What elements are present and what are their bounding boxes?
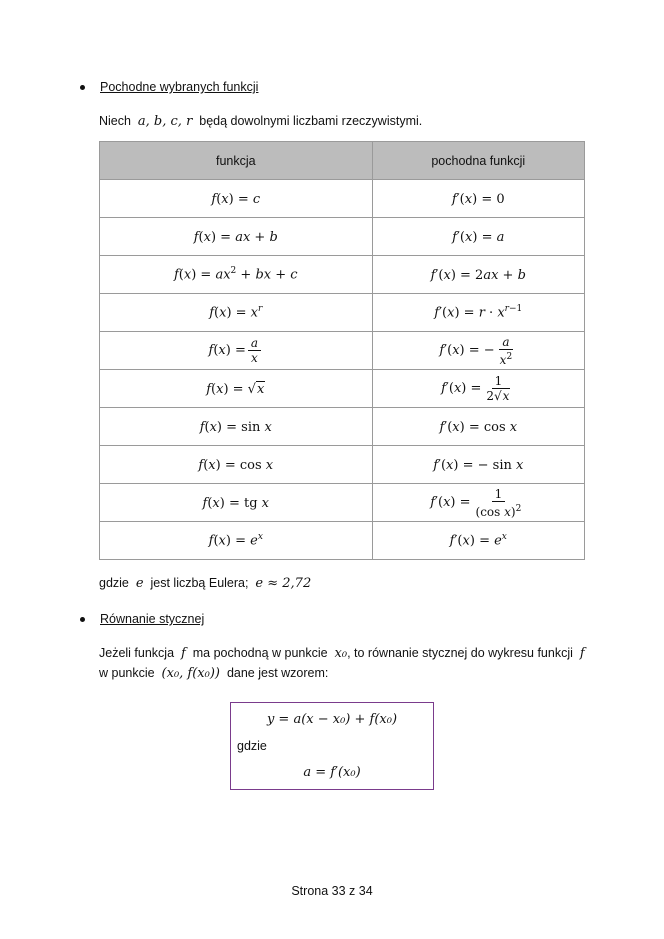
euler-var: e — [135, 576, 144, 591]
table-row — [100, 484, 585, 522]
section-styczna — [80, 612, 204, 626]
table-header-row — [100, 142, 585, 180]
euler-note — [99, 573, 311, 594]
text-segment: Jeżeli funkcja — [99, 646, 175, 660]
table-row — [100, 256, 585, 294]
cell-derivative: f ′( x ) = − $\frac{a}{x^2}$ — [372, 332, 584, 370]
bullet-icon — [80, 617, 85, 622]
slope-definition: a = f′(x₀) — [303, 765, 361, 780]
bullet-icon — [80, 85, 85, 90]
cell-function: $f(x) = x^r$ — [100, 294, 373, 332]
cell-function: f(x) = tg x — [100, 484, 373, 522]
derivatives-table — [99, 141, 585, 560]
formula-gdzie: gdzie — [237, 739, 267, 753]
cell-derivative: f′(x) = a — [372, 218, 584, 256]
section-heading-styczna: Równanie stycznej — [100, 612, 205, 626]
intro-paragraph — [99, 111, 422, 132]
cell-function: f(x) = c — [100, 180, 373, 218]
header-funkcja: funkcja — [100, 142, 373, 180]
table-row — [100, 218, 585, 256]
table-row — [100, 522, 585, 560]
var-f: f — [579, 646, 585, 661]
tangent-formula-box — [230, 702, 434, 790]
euler-approx: e ≈ 2,72 — [255, 576, 312, 591]
euler-middle: jest liczbą Eulera; — [150, 576, 249, 590]
cell-function: $f(x) = ax^2$ + bx + c — [100, 256, 373, 294]
var-f: f — [181, 646, 186, 661]
point-x0-fx0: (x₀, f(x₀)) — [161, 666, 220, 681]
text-segment: ma pochodną w punkcie — [192, 646, 328, 660]
euler-before: gdzie — [99, 576, 129, 590]
section-pochodne — [80, 80, 258, 94]
cell-function: f(x) = sin x — [100, 408, 373, 446]
table-row — [100, 180, 585, 218]
cell-function: f(x) = √x — [100, 370, 373, 408]
table-row — [100, 370, 585, 408]
cell-derivative: f ′( x ) = $\frac{1}{(\cos x)^2}$ — [372, 484, 584, 522]
header-pochodna: pochodna funkcji — [372, 142, 584, 180]
table-row — [100, 408, 585, 446]
text-segment: , to równanie stycznej do wykresu funkcji — [347, 646, 573, 660]
text-segment: w punkcie — [99, 666, 155, 680]
section-heading-pochodne: Pochodne wybranych funkcji — [100, 80, 259, 94]
intro-vars: a, b, c, r — [137, 114, 193, 129]
table-row — [100, 294, 585, 332]
intro-before: Niech — [99, 114, 131, 128]
cell-derivative: $f'(x) = r \cdot x^{r-1}$ — [372, 294, 584, 332]
intro-after: będą dowolnymi liczbami rzeczywistymi. — [199, 114, 423, 128]
cell-derivative: f ′( x ) = $\frac{1}{2√x}$ — [372, 370, 584, 408]
cell-derivative: f′(x) = cos x — [372, 408, 584, 446]
cell-function: f(x) = ax + b — [100, 218, 373, 256]
cell-derivative: f′(x) = 0 — [372, 180, 584, 218]
text-segment: dane jest wzorem: — [226, 666, 329, 680]
cell-function: f ( x ) = $\frac{a}{x}$ — [100, 332, 373, 370]
tangent-paragraph-line2 — [99, 663, 328, 684]
cell-function: f(x) = cos x — [100, 446, 373, 484]
var-x0: x₀ — [334, 646, 348, 661]
cell-derivative: f′(x) = 2ax + b — [372, 256, 584, 294]
page-footer: Strona 33 z 34 — [291, 884, 373, 898]
table-row — [100, 446, 585, 484]
tangent-equation: y = a(x − x₀) + f(x₀) — [266, 712, 398, 727]
cell-function: $f(x) = e^x$ — [100, 522, 373, 560]
cell-derivative: f′(x) = − sin x — [372, 446, 584, 484]
tangent-paragraph-line1 — [99, 643, 585, 664]
table-row — [100, 332, 585, 370]
cell-derivative: $f'(x) = e^x$ — [372, 522, 584, 560]
